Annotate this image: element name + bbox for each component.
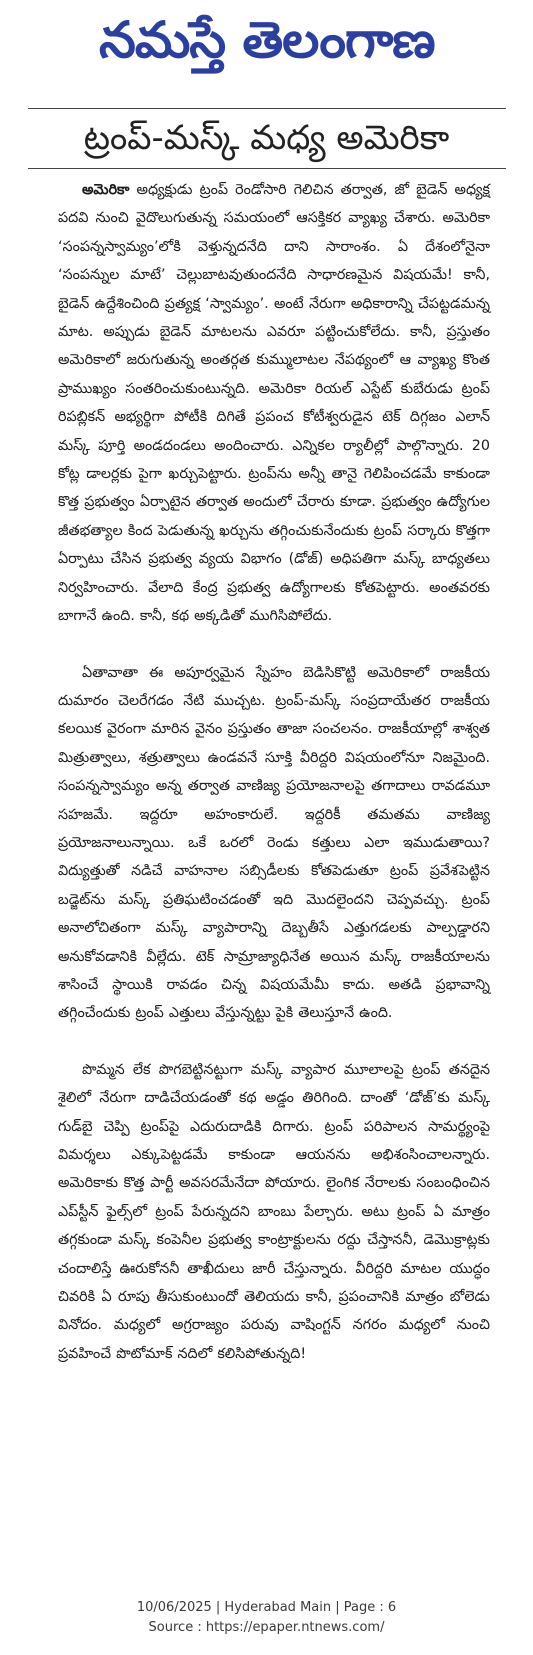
article-paragraph-3 — [58, 1056, 490, 1368]
footer-source-line: Source : https://epaper.ntnews.com/ — [148, 1620, 385, 1635]
article-paragraph-1 — [58, 176, 490, 631]
newspaper-logo: నమస్తే తెలంగాణ — [98, 11, 435, 69]
footer-date-line: 10/06/2025 | Hyderabad Main | Page : 6 — [136, 1600, 397, 1615]
paragraph-lead-word: అమెరికా — [82, 182, 130, 198]
masthead — [0, 0, 533, 90]
article-paragraph-2 — [58, 659, 490, 1028]
paragraph-text: ఏతావాతా ఈ అపూర్వమైన స్నేహం బెడిసికొట్టి అమెరికాలో రాజకీయ దుమారం చెలరేగడం నేటి ముచ్చట. ట్రంప్-మస్క్ సంప్రదాయేతర రాజకీయ కలయిక వైరంగా మారిన వైనం ప్రస్తుతం తాజా సంచలనం. రాజకీయాల్లో శాశ్వత మిత్రుత్వాలు, శత్రుత్వాలు ఉండవనే సూక్తి వీరిద్దరి విషయంలోనూ నిజమైంది. సంపన్నస్వామ్యం అన్న తర్వాత వాణిజ్య ప్రయోజనాలపై తగాదాలు రావడమూ సహజమే. ఇద్దరూ అహంకారులే. ఇద్దరికీ తమతమ వాణిజ్య ప్రయోజనాలున్నాయి. ఒకే ఒరలో రెండు కత్తులు ఎలా ఇముడుతాయి? విద్యుత్తుతో నడిచే వాహనాల సబ్సిడీలకు కోతపెడుతూ ట్రంప్ ప్రవేశపెట్టిన బడ్జెట్‌ను మస్క్ ప్రతిఘటించడంతో ఇది మొదలైందని చెప్పవచ్చు. ట్రంప్ అనాలోచితంగా మస్క్ వ్యాపారాన్ని దెబ్బతీసే ఎత్తుగడలకు పాల్పడ్డారని అనుకోవడానికి వీల్లేదు. టెక్ సామ్రాజ్యాధినేత అయిన మస్క్ రాజకీయాలను శాసించే స్థాయికి రావడం చిన్న విషయమేమీ కాదు. అతడి ప్రభావాన్ని తగ్గించేందుకు ట్రంప్ ఎత్తులు వేస్తున్నట్టు పైకి తెలుస్తూనే ఉంది. — [58, 664, 490, 1022]
headline-top-rule — [28, 108, 506, 109]
article-body — [58, 176, 490, 1396]
headline-bottom-rule — [28, 168, 506, 169]
article-headline: ట్రంప్-మస్క్ మధ్య అమెరికా — [83, 118, 450, 158]
paragraph-text: పొమ్మన లేక పొగబెట్టినట్టుగా మస్క్ వ్యాపార మూలాలపై ట్రంప్ తనదైన శైలిలో నేరుగా దాడిచేయడంతో కథ అడ్డం తిరిగింది. దాంతో ‘డోజ్’కు మస్క్ గుడ్‌బై చెప్పి ట్రంప్‌పై ఎదురుదాడికి దిగారు. ట్రంప్ పరిపాలన సామర్థ్యంపై విమర్శలు ఎక్కుపెట్టడమే కాకుండా ఆయనను అభిశంసించాలన్నారు. అమెరికాకు కొత్త పార్టీ అవసరమేనేదా పోయారు. లైంగిక నేరాలకు సంబంధించిన ఎప్‌స్టీన్ ఫైల్స్‌లో ట్రంప్ పేరున్నదని బాంబు పేల్చారు. అటు ట్రంప్ ఏ మాత్రం తగ్గకుండా మస్క్ కంపెనీల ప్రభుత్వ కాంట్రాక్టులను రద్దు చేస్తాననీ, డెమొక్రాట్లకు చందాలిస్తే ఊరుకోననీ తాఖీదులు జారీ చేస్తున్నారు. వీరిద్దరి మాటల యుద్ధం చివరికి ఏ రూపు తీసుకుంటుందో తెలియదు కానీ, ప్రపంచానికి మాత్రం బోలెడు వినోదం. మధ్యలో అగ్రరాజ్యం పరువు వాషింగ్టన్ నగరం మధ్యలో నుంచి ప్రవహించే పొటోమాక్ నదిలో కలిసిపోతున్నది! — [58, 1061, 490, 1362]
page-footer — [0, 1598, 533, 1638]
paragraph-text: అధ్యక్షుడు ట్రంప్ రెండోసారి గెలిచిన తర్వాత, జో బైడెన్ అధ్యక్ష పదవి నుంచి వైదొలుగుతున్న సమయంలో ఆసక్తికర వ్యాఖ్య చేశారు. అమెరికా ‘సంపన్నస్వామ్యం’లోకి వెళ్తున్నదనేది దాని సారాంశం. ఏ దేశంలోనైనా ‘సంపన్నుల మాటే’ చెల్లుబాటవుతుందనేది సాధారణమైన విషయమే! కానీ, బైడెన్ ఉద్దేశించింది ప్రత్యక్ష ‘స్వామ్యం’. అంటే నేరుగా అధికారాన్ని చేపట్టడమన్న మాట. అప్పుడు బైడెన్ మాటలను ఎవరూ పట్టించుకోలేదు. కానీ, ప్రస్తుతం అమెరికాలో జరుగుతున్న అంతర్గత కుమ్ములాటల నేపథ్యంలో ఆ వ్యాఖ్య కొంత ప్రాముఖ్యం సంతరించుకుంటున్నది. అమెరికా రియల్ ఎస్టేట్ కుబేరుడు ట్రంప్ రిపబ్లికన్ అభ్యర్థిగా పోటీకి దిగితే ప్రపంచ కోటీశ్వరుడైన టెక్ దిగ్గజం ఎలాన్ మస్క్ పూర్తి అండదండలు అందించారు. ఎన్నికల ర్యాలీల్లో పాల్గొన్నారు. 20 కోట్ల డాలర్లకు పైగా ఖర్చుపెట్టారు. ట్రంప్‌ను అన్నీ తానై గెలిపించడమే కాకుండా కొత్త ప్రభుత్వం ఏర్పాటైన తర్వాత అందులో చేరారు కూడా. ప్రభుత్వం ఉద్యోగుల జీతభత్యాల కింద పెడుతున్న ఖర్చును తగ్గించుకునేందుకు ట్రంప్ సర్కారు కొత్తగా ఏర్పాటు చేసిన ప్రభుత్వ వ్యయ విభాగం (డోజ్) అధిపతిగా మస్క్ బాధ్యతలు నిర్వహించారు. వేలాది కేంద్ర ప్రభుత్వ ఉద్యోగాలకు కోతపెట్టారు. అంతవరకు బాగానే ఉంది. కానీ, కథ అక్కడితో ముగిసిపోలేదు. — [58, 182, 490, 625]
